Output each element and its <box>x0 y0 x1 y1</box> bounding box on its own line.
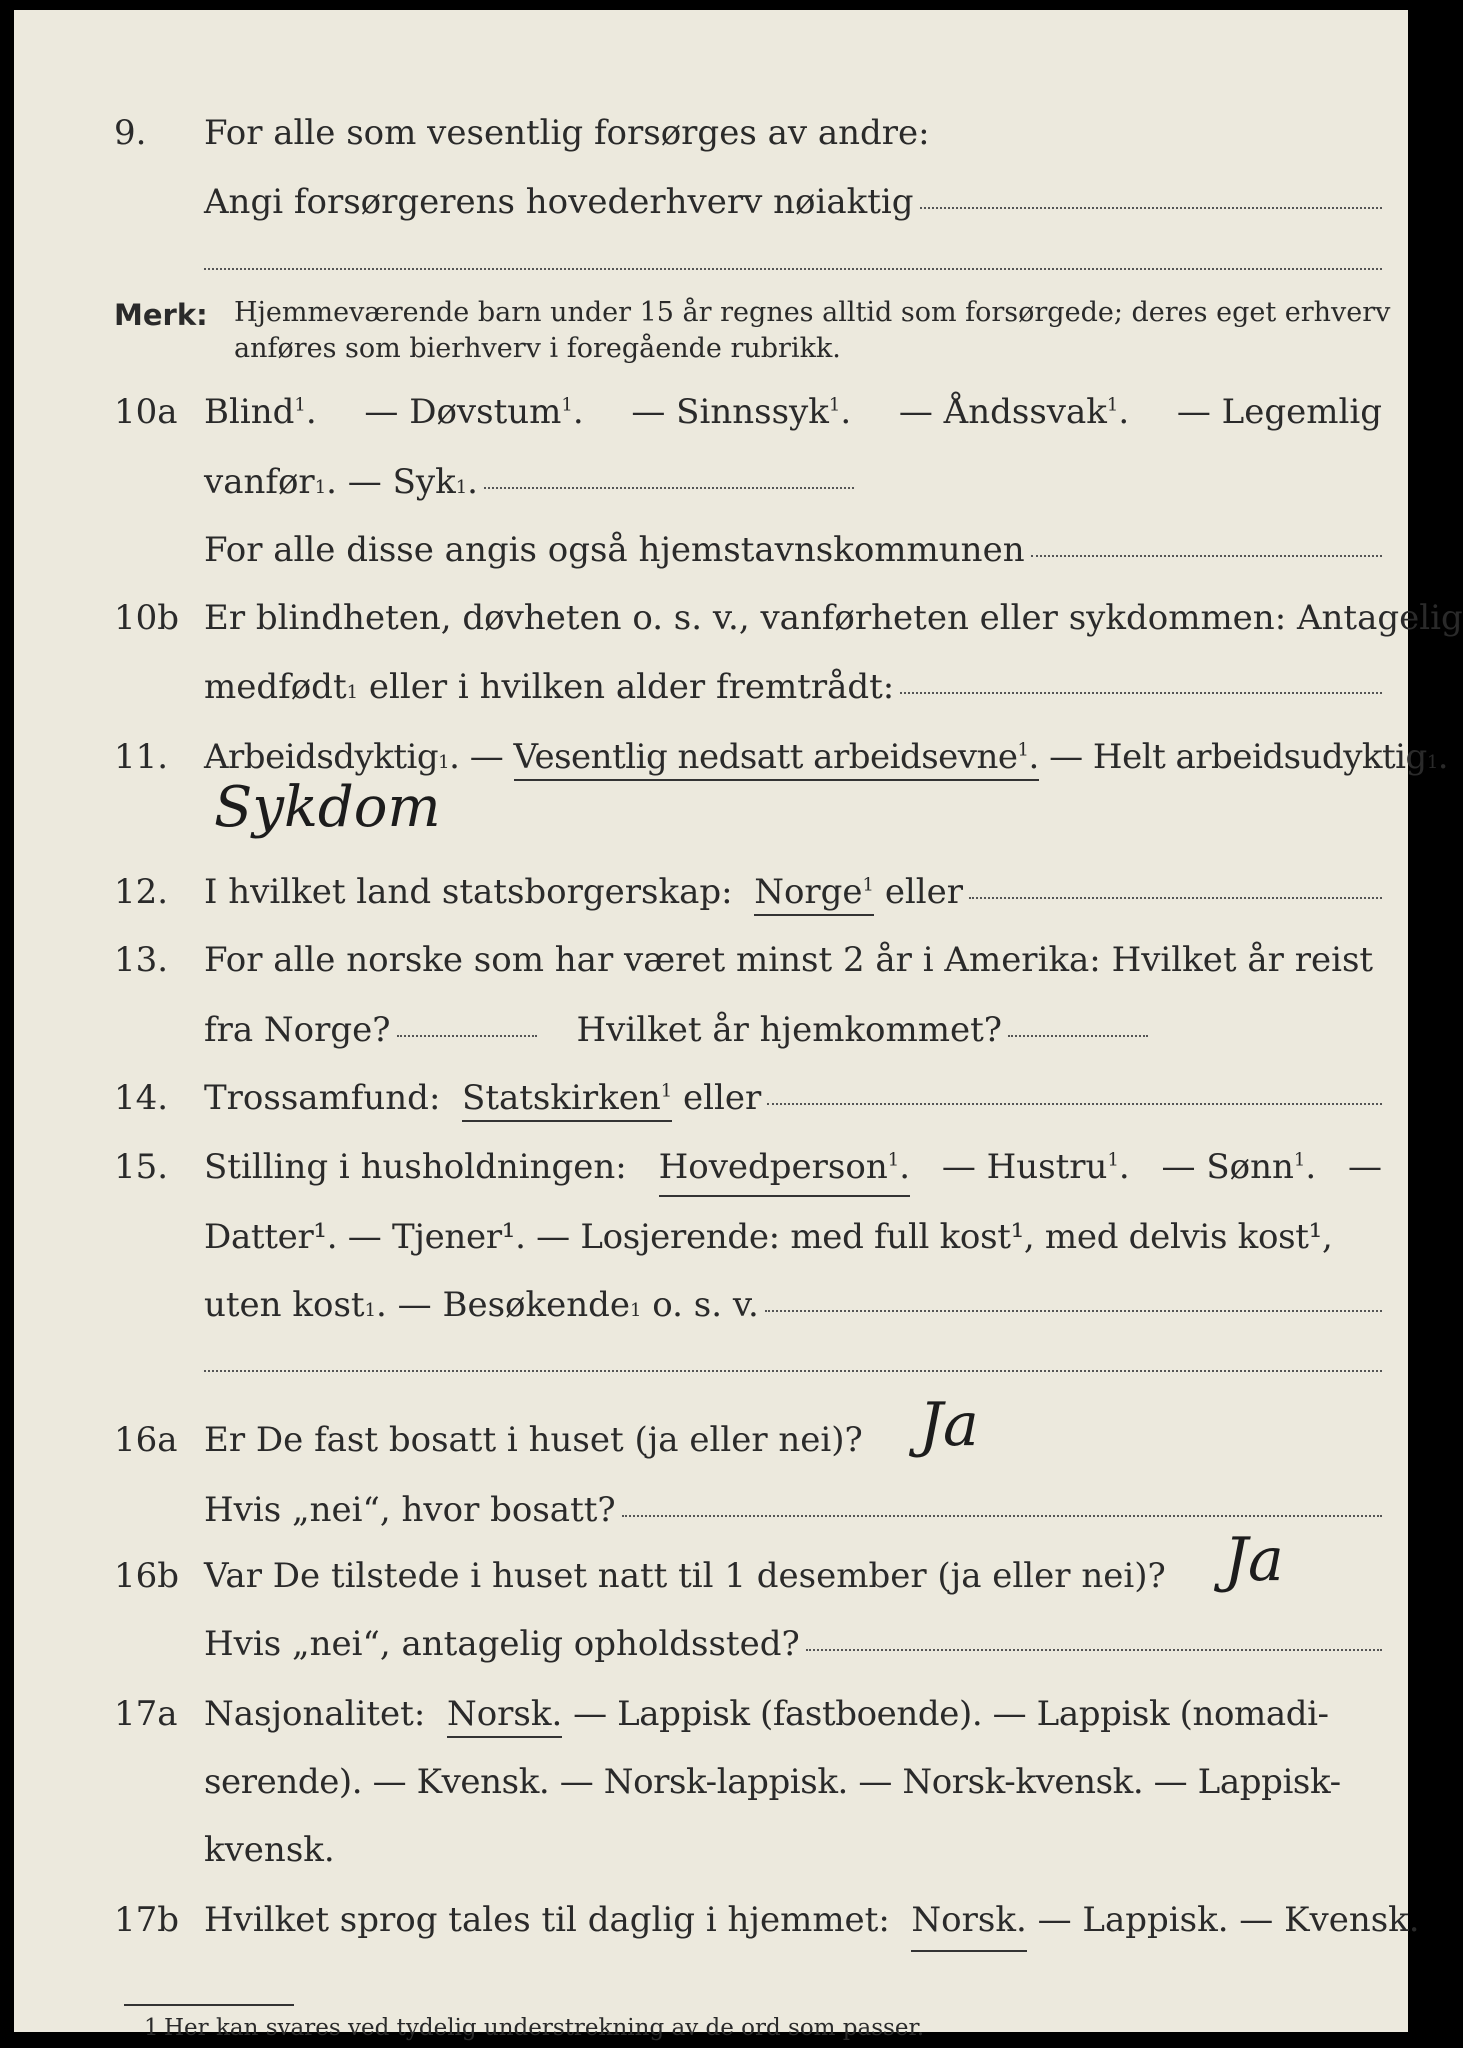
sup: 1 <box>1293 1149 1306 1171</box>
q13-text: For alle norske som har været minst 2 år i Amerika: Hvilket år reist <box>204 940 1374 980</box>
q16b-number: 16b <box>114 1556 180 1596</box>
q13-return-label: Hvilket år hjemkommet? <box>576 1010 1003 1050</box>
option-statskirken[interactable] <box>462 1078 672 1122</box>
q9-provider-label: Angi forsørgerens hovederhverv nøiaktig <box>204 182 914 222</box>
q10a-hometown-line[interactable] <box>1031 555 1382 557</box>
q16a-answer-line[interactable] <box>622 1515 1382 1517</box>
q9-answer-line[interactable] <box>920 207 1382 209</box>
merk-text-1: Hjemmeværende barn under 15 år regnes alltid som forsørgede; deres eget erhverv <box>234 297 1391 328</box>
option-hovedperson[interactable]: Hovedperson$^1$. <box>659 1147 910 1197</box>
q17b-label: Hvilket sprog tales til daglig i hjemmet: <box>204 1900 890 1940</box>
q15-dash: — <box>1347 1147 1382 1187</box>
q16a-where-label: Hvis „nei“, hvor bosatt? <box>204 1490 616 1530</box>
q9-number: 9. <box>114 113 147 153</box>
sup: 1 <box>294 394 306 416</box>
q17a-number: 17a <box>114 1694 178 1734</box>
merk-text-2: anføres som bierhverv i foregående rubrikk. <box>234 333 841 364</box>
q9-text: For alle som vesentlig forsørges av andre: <box>204 113 930 153</box>
q15-b-label: Hovedperson <box>658 1147 888 1187</box>
q10b-text: Er blindheten, døvheten o. s. v., vanførheten eller sykdommen: Antagelig <box>204 598 1463 638</box>
q12-label: I hvilket land statsborgerskap: <box>204 872 733 912</box>
q16b-text: Var De tilstede i huset natt til 1 desember (ja eller nei)? <box>204 1556 1166 1596</box>
option-sinnssyk[interactable]: — Sinnssyk <box>631 392 829 432</box>
q16b-where-label: Hvis „nei“, antagelig opholdssted? <box>204 1624 800 1664</box>
q10b-answer-line[interactable] <box>900 692 1382 694</box>
q10a-syk-line[interactable] <box>484 487 854 489</box>
q15-osv: o. s. v. <box>652 1285 759 1325</box>
option-medfodt[interactable]: medfødt <box>204 667 347 707</box>
option-blind[interactable]: Blind <box>204 392 295 432</box>
option-sprog-norsk[interactable]: Norsk. <box>911 1900 1026 1952</box>
option-besokende[interactable]: — Besøkende <box>397 1285 630 1325</box>
option-vanfor[interactable]: vanfør <box>204 462 315 502</box>
q12-eller: eller <box>884 872 964 912</box>
sup: 1 <box>1107 1149 1119 1171</box>
q16b-handwritten-answer: Ja <box>1224 1525 1284 1595</box>
q17a-options-1[interactable]: — Lappisk (fastboende). — Lappisk (nomadi- <box>573 1694 1329 1734</box>
sup: 1 <box>887 1149 900 1171</box>
q14-number: 14. <box>114 1078 169 1118</box>
option-dovstum[interactable]: — Døvstum <box>364 392 562 432</box>
q10b-number: 10b <box>114 598 180 638</box>
q10a-hometown-label: For alle disse angis også hjemstavnskommunen <box>204 530 1025 570</box>
q12-answer-line[interactable] <box>969 897 1382 899</box>
merk-label: Merk: <box>114 298 208 332</box>
option-andssvak[interactable]: — Åndssvak <box>898 392 1107 432</box>
q15-options-2[interactable]: Datter¹. — Tjener¹. — Losjerende: med full kost¹, med delvis kost¹, <box>204 1217 1333 1257</box>
q16a-text: Er De fast bosatt i huset (ja eller nei)? <box>204 1420 863 1460</box>
census-form-page: 9. For alle som vesentlig forsørges av andre: Angi forsørgerens hovederhverv nøiaktig Merk: Hjemmeværende barn under 15 år regnes alltid som forsørgede; deres eget erhverv anføres som bierhverv i foregående rubrikk. 10a Blind$^1$. — Døvstum$^1$. — Sinnssyk$^1$. — Åndssvak$^1$. — Legemlig vanfør 1 . — Syk 1 . For alle disse angis også hjemstavnskommunen 10b Er blindheten, døvheten o. s. v., vanførheten eller sykdommen: Antagelig medfødt 1 eller i hvilken alder fremtrådt: 11. Arbeidsdyktig 1 . — Vesentlig nedsatt arbeidsevne$^1$. — Helt arbeidsudyktig 1 . Sykdom 12. I hvilket land statsborgerskap: Norge$^1$ eller 13. For alle norske som har været minst 2 år i Amerika: Hvilket år reist fra Norge? Hvilket år hjemkommet? 14. Trossamfund: Statskirken$^1$ eller 15. Stilling i husholdningen: Hovedperson$^1$. — Hustru$^1$. — Sønn$^1$. — Datter¹. — Tjener¹. — Losjerende: med full kost¹, med delvis kost¹, uten kost 1 . — Besøkende 1 o. s. v. 16a Er De fast bosatt i huset (ja eller nei)? Ja Hvis „nei“, hvor bosatt? 16b Var De tilstede i huset natt til 1 desember (ja eller nei)? Ja Hvis „nei“, antagelig opholdssted? 17a Nasjonalitet: Norsk. — Lappisk (fastboende). — Lappisk (nomadi- serende). — Kvensk. — Norsk-lappisk. — Norsk-kvensk. — Lappisk- kvensk. 17b Hvilket sprog tales til daglig i hjemmet: Norsk. — Lappisk. — Kvensk. 1 Her kan svares ved tydelig understrekning av de ord som passer. <box>14 10 1408 2032</box>
option-hustru[interactable]: — Hustru <box>941 1147 1108 1187</box>
q13-left-line[interactable] <box>397 1035 537 1037</box>
sup: 1 <box>660 1080 673 1102</box>
q13-left-label: fra Norge? <box>204 1010 391 1050</box>
q16b-answer-line[interactable] <box>806 1649 1382 1651</box>
option-nedsatt-arbeidsevne[interactable]: Vesentlig nedsatt arbeidsevne$^1$. <box>514 737 1039 781</box>
q13-return-line[interactable] <box>1008 1035 1148 1037</box>
q15-number: 15. <box>114 1147 169 1187</box>
sup: 1 <box>828 394 841 416</box>
q17b-number: 17b <box>114 1900 180 1940</box>
q15-extra-line[interactable] <box>204 1370 1382 1372</box>
option-norsk[interactable]: Norsk. <box>447 1694 562 1738</box>
option-norge[interactable] <box>754 872 874 916</box>
q17a-options-3[interactable]: kvensk. <box>204 1830 335 1870</box>
option-arbeidsudyktig[interactable]: — Helt arbeidsudyktig <box>1049 737 1427 777</box>
sup: 1 <box>862 874 874 896</box>
q14-eller: eller <box>682 1078 762 1118</box>
q16a-handwritten-answer: Ja <box>919 1390 979 1460</box>
q11-handwritten-answer: Sykdom <box>214 775 441 840</box>
q15-answer-line[interactable] <box>765 1310 1382 1312</box>
q10a-number: 10a <box>114 392 178 432</box>
sup: 1 <box>1017 739 1029 761</box>
q12-number: 12. <box>114 872 169 912</box>
q11-b-label: Vesentlig nedsatt arbeidsevne <box>513 737 1018 777</box>
q17a-label: Nasjonalitet: <box>204 1694 426 1734</box>
q16a-number: 16a <box>114 1420 178 1460</box>
q13-number: 13. <box>114 940 169 980</box>
q10b-age-label: eller i hvilken alder fremtrådt: <box>368 667 895 707</box>
option-legemlig[interactable]: — Legemlig <box>1176 392 1382 432</box>
q17a-options-2[interactable]: serende). — Kvensk. — Norsk-lappisk. — Norsk-kvensk. — Lappisk- <box>204 1762 1341 1802</box>
q14-answer-line[interactable] <box>767 1103 1382 1105</box>
sup: 1 <box>1106 394 1119 416</box>
option-arbeidsdyktig[interactable]: Arbeidsdyktig <box>204 737 439 777</box>
q15-label: Stilling i husholdningen: <box>204 1147 627 1187</box>
option-sonn[interactable]: — Sønn <box>1161 1147 1294 1187</box>
footnote <box>144 2015 925 2041</box>
sup: 1 <box>561 394 573 416</box>
q14-b-label: Statskirken <box>462 1078 661 1118</box>
q17b-options[interactable]: — Lappisk. — Kvensk. <box>1037 1900 1420 1940</box>
footnote-rule <box>124 2004 294 2006</box>
option-syk[interactable]: — Syk <box>347 462 456 502</box>
q14-label: Trossamfund: <box>204 1078 441 1118</box>
footnote-mark: 1 <box>144 2015 159 2041</box>
option-uten-kost[interactable]: uten kost <box>204 1285 365 1325</box>
q11-number: 11. <box>114 737 169 777</box>
q12-b-label: Norge <box>754 872 863 912</box>
footnote-text: Her kan svares ved tydelig understrekning av de ord som passer. <box>164 2015 925 2041</box>
q9-extra-line[interactable] <box>204 268 1382 270</box>
